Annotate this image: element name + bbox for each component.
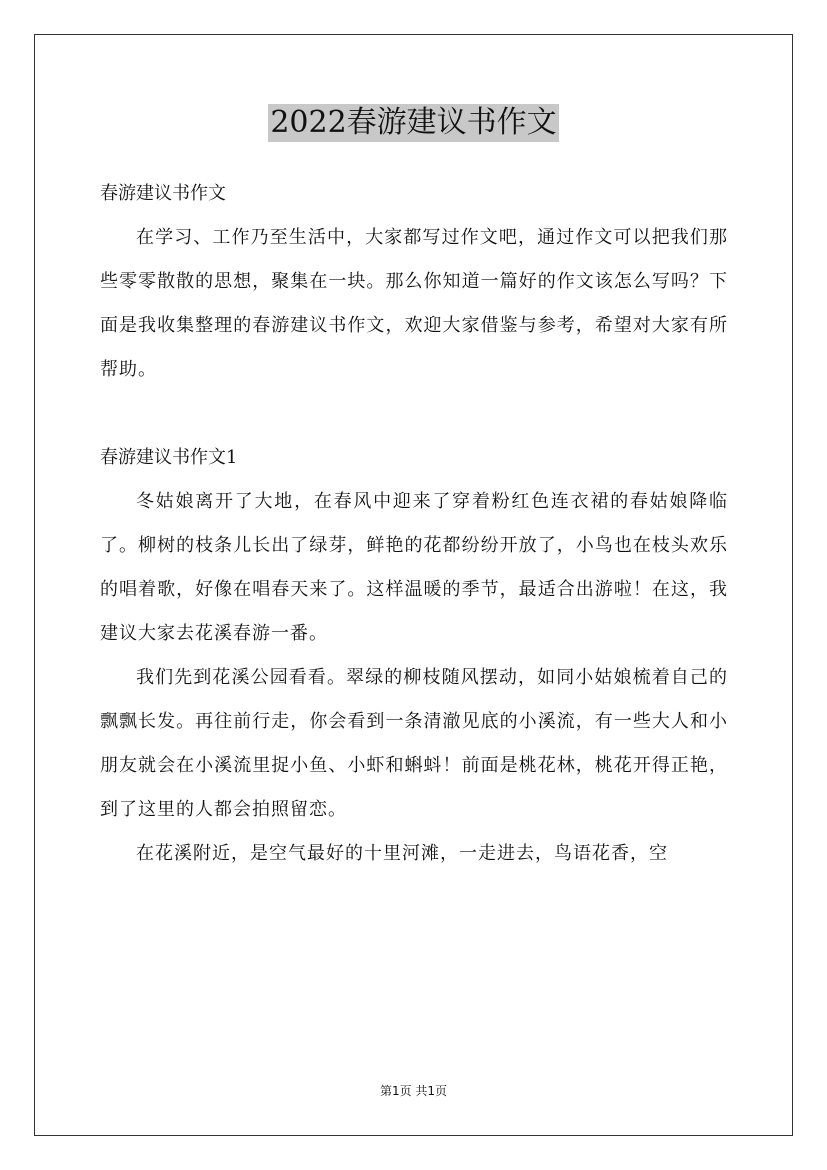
- document-title: 2022春游建议书作文: [270, 105, 557, 140]
- section1-paragraph-2: 我们先到花溪公园看看。翠绿的柳枝随风摆动，如同小姑娘梳着自己的飘飘长发。再往前行走，你会看到一条清澈见底的小溪流，有一些大人和小朋友就会在小溪流里捉小鱼、小虾和蝌蚪！前面是桃花林，桃花开得正艳，到了这里的人都会拍照留恋。: [100, 667, 728, 820]
- section-spacer: [100, 392, 728, 436]
- title-container: [0, 104, 827, 142]
- page-footer: [0, 1083, 827, 1099]
- intro-heading: 春游建议书作文: [100, 183, 226, 204]
- page-number: 第1页 共1页: [379, 1084, 448, 1098]
- section1-paragraph-1: 冬姑娘离开了大地，在春风中迎来了穿着粉红色连衣裙的春姑娘降临了。柳树的枝条儿长出了绿芽，鲜艳的花都纷纷开放了，小鸟也在枝头欢乐的唱着歌，好像在唱春天来了。这样温暖的季节，最适合出游啦！在这，我建议大家去花溪春游一番。: [100, 491, 728, 644]
- intro-paragraph: 在学习、工作乃至生活中，大家都写过作文吧，通过作文可以把我们那些零零散散的思想，聚集在一块。那么你知道一篇好的作文该怎么写吗？下面是我收集整理的春游建议书作文，欢迎大家借鉴与参考，希望对大家有所帮助。: [100, 227, 728, 380]
- section1-heading: 春游建议书作文1: [100, 447, 238, 468]
- document-body: [100, 172, 728, 876]
- section1-paragraph-3: 在花溪附近，是空气最好的十里河滩，一走进去，鸟语花香，空: [136, 843, 668, 864]
